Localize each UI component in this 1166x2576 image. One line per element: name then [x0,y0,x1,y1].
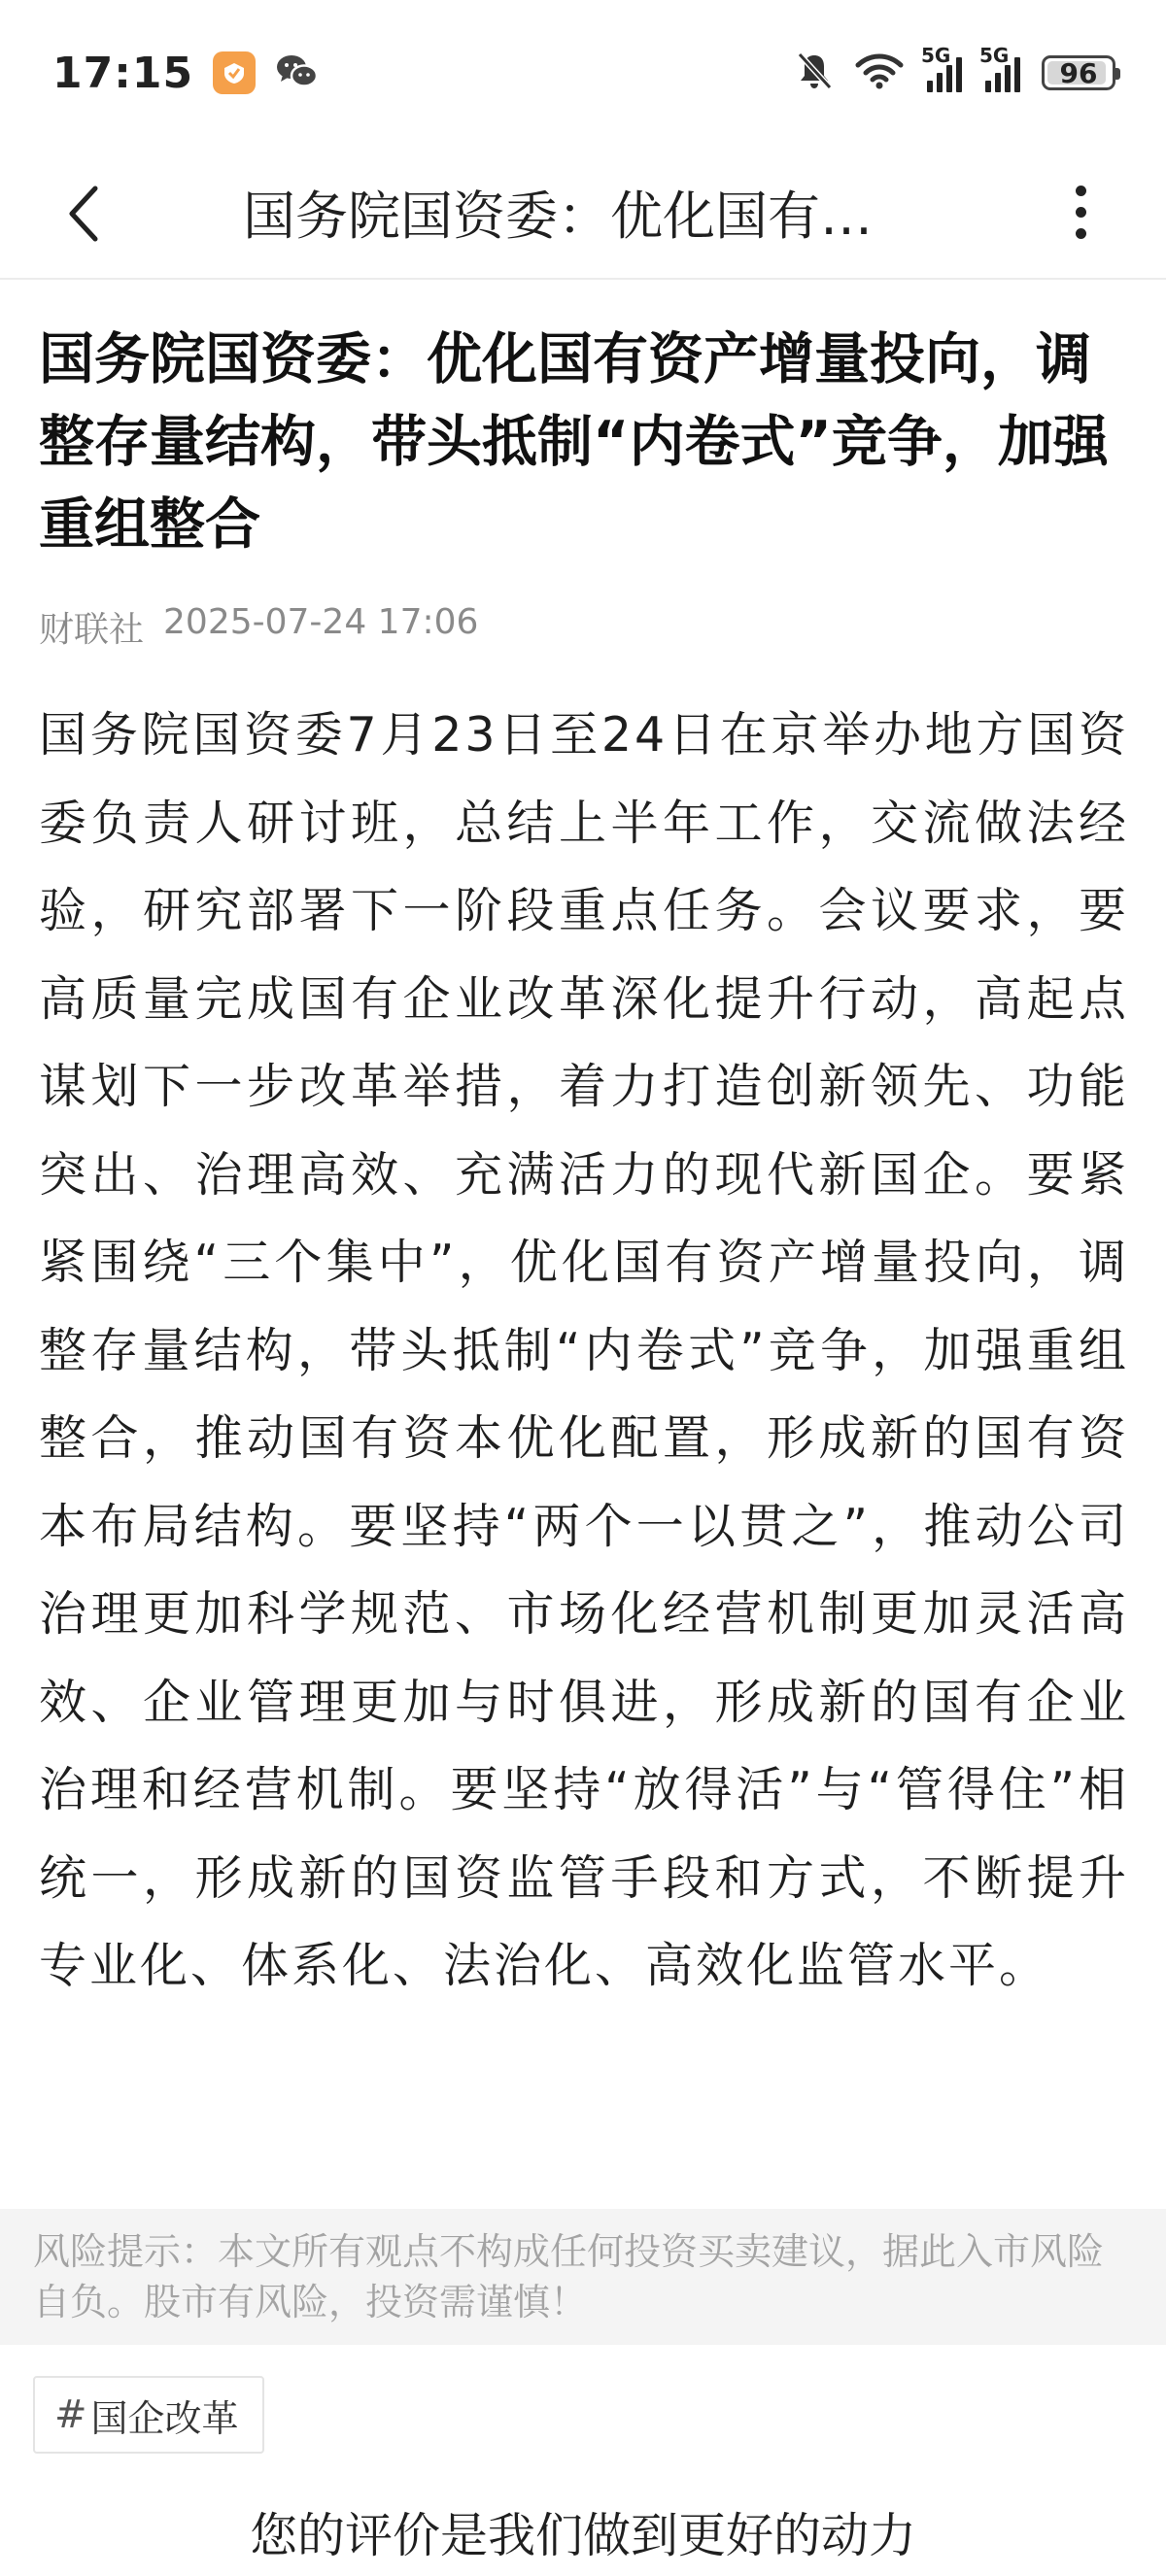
more-button[interactable] [1059,169,1102,254]
signal-icon: 5G [925,53,962,92]
risk-notice: 风险提示：本文所有观点不构成任何投资买卖建议，据此入市风险自负。股市有风险，投资需谨慎！ [0,2209,1166,2345]
topic-tag-label: 国企改革 [90,2396,239,2440]
article-source[interactable]: 财联社 [39,610,145,650]
orange-app-icon [213,51,256,94]
status-bar [0,0,1166,146]
mute-bell-icon [795,51,834,95]
more-dots-icon [1076,186,1086,196]
status-right [795,44,1115,95]
article-body: 国务院国资委7月23日至24日在京举办地方国资委负责人研讨班，总结上半年工作，交流做法经验，研究部署下一阶段重点任务。会议要求，要高质量完成国有企业改革深化提升行动，高起点谋划下一步改革举措，着力打造创新领先、功能突出、治理高效、充满活力的现代新国企。要紧紧围绕“三个集中”，优化国有资产增量投向，调整存量结构，带头抵制“内卷式”竞争，加强重组整合，推动国有资本优化配置，形成新的国有资本布局结构。要坚持“两个一以贯之”，推动公司治理更加科学规范、市场化经营机制更加灵活高效、企业管理更加与时俱进，形成新的国有企业治理和经营机制。要坚持“放得活”与“管得住”相统一，形成新的国资监管手段和方式，不断提升专业化、体系化、法治化、高效化监管水平。 [39,707,1129,1993]
page-title: 国务院国资委：优化国有… [243,185,873,247]
back-button[interactable] [54,175,113,253]
status-time: 17:15 [52,48,194,98]
wifi-icon [855,51,904,94]
signal-icon: 5G [983,53,1020,92]
hash-icon: # [54,2392,87,2437]
feedback-prompt: 您的评价是我们做到更好的动力 [249,2508,916,2563]
nav-bar [0,146,1166,280]
back-arrow-icon [64,183,103,245]
article-datetime: 2025-07-24 17:06 [163,602,479,642]
topic-tag[interactable] [33,2376,264,2454]
battery-icon [1042,55,1115,90]
status-left [52,49,320,98]
battery-level: 96 [1059,56,1098,89]
article-headline: 国务院国资委：优化国有资产增量投向，调整存量结构，带头抵制“内卷式”竞争，加强重组整合 [39,327,1109,557]
article-meta [39,602,478,652]
wechat-icon [275,51,320,94]
